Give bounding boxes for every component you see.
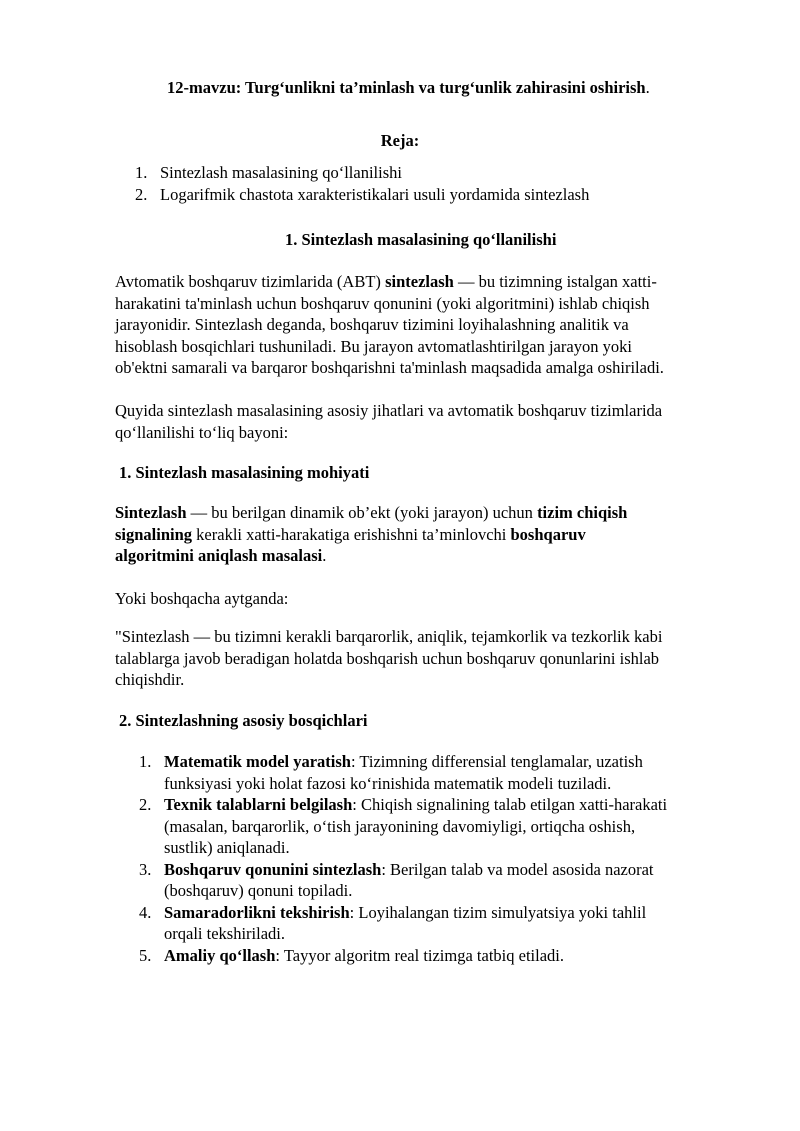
overview-line: qo‘llanilishi to‘liq bayoni: xyxy=(115,422,289,442)
definition-paragraph xyxy=(115,502,735,567)
step-line xyxy=(164,859,764,881)
definition-line xyxy=(115,524,735,546)
step-line xyxy=(164,751,764,773)
overview-paragraph xyxy=(115,400,735,443)
title-bold: 12-mavzu: Turg‘unlikni ta’minlash va turg‘unlik zahirasini oshirish xyxy=(167,78,646,97)
step-number: 2. xyxy=(139,795,152,814)
step-item xyxy=(139,902,764,945)
step-item xyxy=(139,859,764,902)
step-item xyxy=(139,751,764,794)
intro-text: — bu tizimning istalgan xatti- xyxy=(453,272,657,291)
step-line xyxy=(164,945,764,967)
quote-line: "Sintezlash — bu tizimni kerakli barqarorlik, aniqlik, tejamkorlik va tezkorlik kabi xyxy=(115,627,663,646)
definition-line xyxy=(115,545,735,567)
definition-text: kerakli xatti-harakatiga erishishni ta’minlovchi xyxy=(192,524,511,544)
step-line xyxy=(164,794,764,816)
intro-line: jarayonidir. Sintezlash deganda, boshqaruv tizimini loyihalashning analitik va xyxy=(115,315,629,334)
term-bold: boshqaruv xyxy=(510,524,586,544)
definition-line xyxy=(115,502,735,524)
definition-text: — bu berilgan dinamik ob’ekt (yoki jarayon) uchun xyxy=(186,503,538,522)
steps-list xyxy=(139,751,764,966)
plan-item-text: Sintezlash masalasining qo‘llanilishi xyxy=(160,163,402,182)
quote-line: chiqishdir. xyxy=(115,670,185,689)
step-number: 5. xyxy=(139,945,152,965)
step-title: Matematik model yaratish xyxy=(164,752,351,771)
intro-line: hisoblash bosqichlari tushuniladi. Bu jarayon avtomatlashtirilgan jarayon yoki xyxy=(115,336,632,356)
document-title xyxy=(167,77,650,99)
step-line: funksiyasi yoki holat fazosi ko‘rinishida matematik modeli tuziladi. xyxy=(164,773,612,793)
step-line: (masalan, barqarorlik, o‘tish jarayonining davomiyligi, ortiqcha oshish, xyxy=(164,816,636,836)
step-text: : Berilgan talab va model asosida nazorat xyxy=(381,859,654,879)
term-bold: tizim chiqish xyxy=(537,503,628,522)
plan-item-number: 1. xyxy=(135,163,148,182)
intro-text: Avtomatik boshqaruv tizimlarida (ABT) xyxy=(115,272,386,291)
step-text: : Tizimning differensial tenglamalar, uzatish xyxy=(350,752,643,771)
step-text: : Tayyor algoritm real tizimga tatbiq etiladi. xyxy=(275,945,564,965)
step-text: : Chiqish signalining talab etilgan xatti-harakati xyxy=(352,795,668,814)
step-number: 1. xyxy=(139,752,152,771)
subsection-heading: 2. Sintezlashning asosiy bosqichlari xyxy=(119,711,368,730)
plan-item-number: 2. xyxy=(135,184,148,204)
quote-paragraph xyxy=(115,626,735,691)
step-title: Boshqaruv qonunini sintezlash xyxy=(164,859,382,879)
step-title: Amaliy qo‘llash xyxy=(164,945,276,965)
step-item xyxy=(139,794,764,859)
plan-list xyxy=(135,162,590,205)
step-line: sustlik) aniqlanadi. xyxy=(164,838,290,857)
plan-heading: Reja: xyxy=(380,131,420,150)
step-line xyxy=(164,902,764,924)
step-number: 3. xyxy=(139,859,152,879)
intro-line: harakatini ta'minlash uchun boshqaruv qonunini (yoki algoritmini) ishlab chiqish xyxy=(115,293,650,313)
step-line: (boshqaruv) qonuni topiladi. xyxy=(164,881,353,900)
alt-intro: Yoki boshqacha aytganda: xyxy=(115,589,289,608)
term-bold: signalining xyxy=(115,524,193,544)
title-period: . xyxy=(645,78,650,97)
plan-item xyxy=(135,184,590,206)
intro-line: ob'ektni samarali va barqaror boshqarishni ta'minlash maqsadida amalga oshiriladi. xyxy=(115,358,664,377)
subsection-heading: 1. Sintezlash masalasining mohiyati xyxy=(119,463,370,482)
step-title: Texnik talablarni belgilash xyxy=(164,795,353,814)
overview-line: Quyida sintezlash masalasining asosiy jihatlari va avtomatik boshqaruv tizimlarida xyxy=(115,401,663,420)
quote-line: talablarga javob beradigan holatda boshqarish uchun boshqaruv qonunlarini ishlab xyxy=(115,648,660,668)
term-bold: algoritmini aniqlash masalasi xyxy=(115,546,323,565)
definition-text: . xyxy=(322,546,327,565)
plan-item-text: Logarifmik chastota xarakteristikalari usuli yordamida sintezlash xyxy=(160,184,590,204)
term-bold: Sintezlash xyxy=(115,503,187,522)
step-title: Samaradorlikni tekshirish xyxy=(164,902,350,922)
step-line: orqali tekshiriladi. xyxy=(164,924,285,943)
section-heading: 1. Sintezlash masalasining qo‘llanilishi xyxy=(285,230,557,249)
term-bold: sintezlash xyxy=(385,272,454,291)
intro-paragraph xyxy=(115,271,735,379)
plan-item xyxy=(135,162,589,184)
step-number: 4. xyxy=(139,902,152,922)
intro-line xyxy=(115,271,735,293)
step-item xyxy=(139,945,764,967)
step-text: : Loyihalangan tizim simulyatsiya yoki tahlil xyxy=(349,902,647,922)
